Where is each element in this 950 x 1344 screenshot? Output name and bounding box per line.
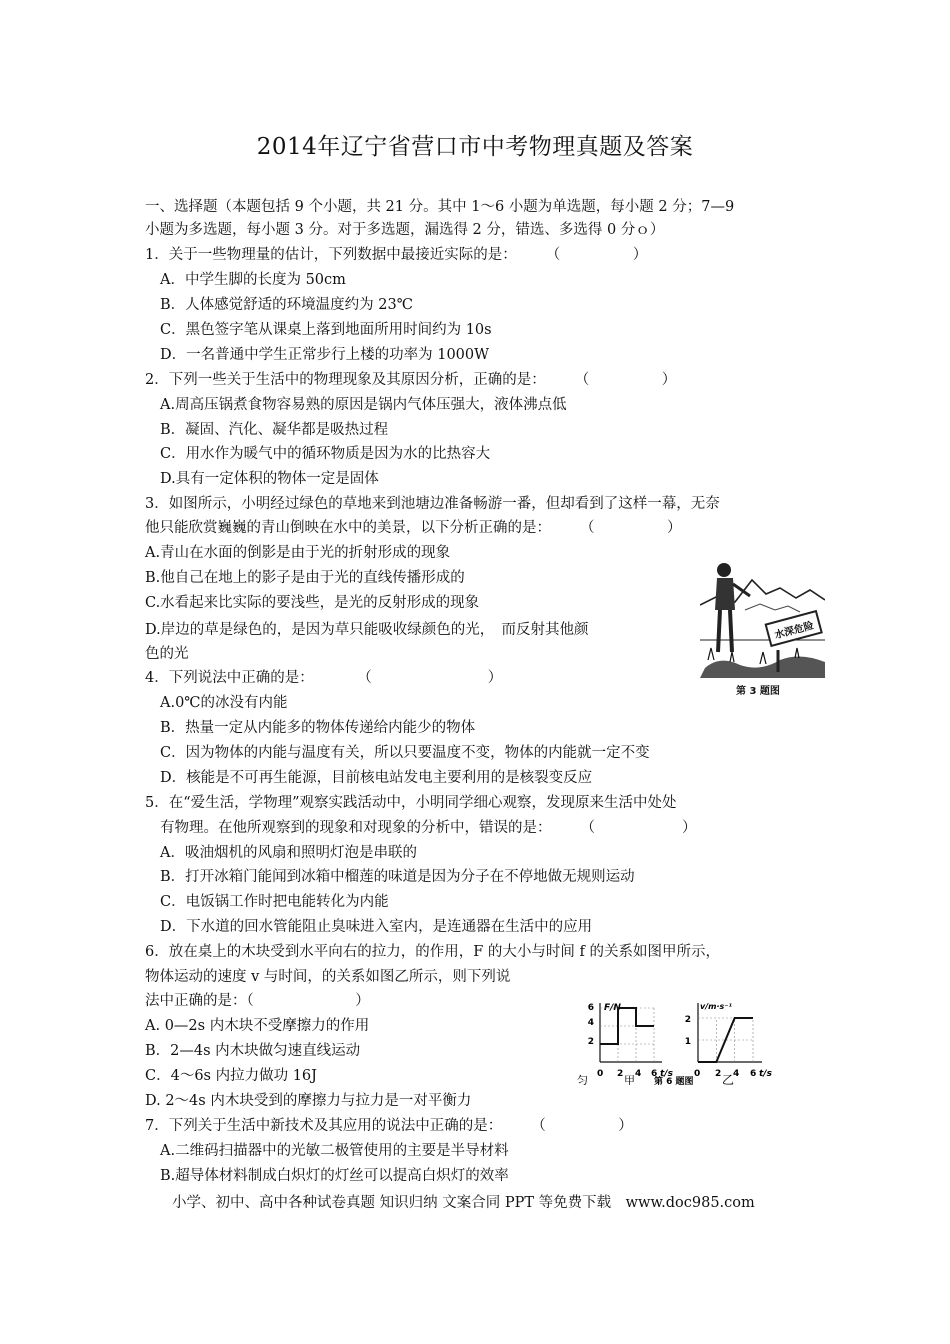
chart-jia-xtick-6: 6 <box>651 1069 658 1079</box>
q3-option-c: C.水看起来比实际的要浅些，是光的反射形成的现象 <box>145 595 480 611</box>
q2-option-c: C．用水作为暖气中的循环物质是因为水的比热容大 <box>160 446 491 462</box>
q2-stem: 2．下列一些关于生活中的物理现象及其原因分析，正确的是： （ ） <box>145 372 677 388</box>
q2-option-b: B．凝固、汽化、凝华都是吸热过程 <box>160 422 389 438</box>
page-footer: 小学、初中、高中各种试卷真题 知识归纳 文案合同 PPT 等免费下载 www.doc985.com <box>172 1195 755 1211</box>
chart-yi-ytick-2: 2 <box>684 1015 691 1025</box>
mountain-reflection <box>745 604 800 612</box>
q6-stem-cont2: 法中正确的是：（ ） <box>145 993 370 1009</box>
q3-stem: 3．如图所示，小明经过绿色的草地来到池塘边准备畅游一番，但却看到了这样一幕，无奈 <box>145 496 720 512</box>
chart-jia-marks <box>600 1008 654 1062</box>
q1-option-d: D．一名普通中学生正常步行上楼的功率为 1000W <box>160 347 490 363</box>
chart-jia-xtick-4: 4 <box>635 1069 642 1079</box>
q4-option-a: A.0℃的冰没有内能 <box>160 695 288 711</box>
q2-option-a: A.周高压锅煮食物容易熟的原因是锅内气体压强大，液体沸点低 <box>160 397 567 413</box>
chart-yi-x-label: t/s <box>759 1069 772 1079</box>
q4-option-b: B．热量一定从内能多的物体传递给内能少的物体 <box>160 720 476 736</box>
boy-body <box>715 578 735 610</box>
chart-jia-ytick-4: 4 <box>587 1018 594 1028</box>
chart-yi-ytick-1: 1 <box>684 1037 691 1047</box>
q6-option-c: C．4～6s 内拉力做功 16J <box>145 1068 317 1084</box>
q3-option-a: A.青山在水面的倒影是由于光的折射形成的现象 <box>145 545 451 561</box>
chart-jia-ytick-2: 2 <box>587 1037 594 1047</box>
boy-legs <box>718 610 732 652</box>
q6-option-a: A. 0—2s 内木块不受摩擦力的作用 <box>145 1018 370 1034</box>
q1-option-a: A．中学生脚的长度为 50cm <box>160 272 346 288</box>
page-title: 2014年辽宁省营口市中考物理真题及答案 <box>256 134 694 160</box>
q5-stem-cont: 有物理。在他所观察到的现象和对现象的分析中，错误的是： （ ） <box>160 820 697 836</box>
q7-option-b: B.超导体材料制成白炽灯的灯丝可以提高白炽灯的效率 <box>160 1168 509 1184</box>
q5-option-a: A．吸油烟机的风扇和照明灯泡是串联的 <box>160 845 417 861</box>
q6-fig-caption: 第 6 题图 <box>654 1077 694 1085</box>
q3-option-d-cont: 色的光 <box>145 646 189 662</box>
q6-stem-cont: 物体运动的速度 v 与时间，的关系如图乙所示，则下列说 <box>145 969 511 985</box>
boy-head <box>717 563 731 577</box>
q6-fig-left-label: 匀 <box>577 1074 588 1085</box>
chart-yi-marks <box>698 1018 753 1062</box>
section-heading-cont: 小题为多选题，每小题 3 分。对于多选题，漏选得 2 分，错选、多选得 0 分ｏ） <box>145 222 665 238</box>
q7-option-a: A.二维码扫描器中的光敏二极管使用的主要是半导材料 <box>160 1143 509 1159</box>
q6-option-b: B．2—4s 内木块做匀速直线运动 <box>145 1043 361 1059</box>
q3-stem-cont: 他只能欣赏巍巍的青山倒映在水中的美景，以下分析正确的是： （ ） <box>145 520 682 536</box>
chart-jia-y-label: F/N <box>604 1003 621 1013</box>
q4-option-d: D．核能是不可再生能源，目前核电站发电主要利用的是核裂变反应 <box>160 770 593 786</box>
q5-option-d: D．下水道的回水管能阻止臭味进入室内，是连通器在生活中的应用 <box>160 919 593 935</box>
chart-jia-xtick-0: 0 <box>597 1069 604 1079</box>
q6-stem: 6．放在桌上的木块受到水平向右的拉力，的作用，F 的大小与时间 f 的关系如图甲所示， <box>145 944 720 960</box>
q1-option-c: C．黑色签字笔从课桌上落到地面所用时间约为 10s <box>160 322 492 338</box>
q3-option-b: B.他自己在地上的影子是由于光的直线传播形成的 <box>145 570 465 586</box>
q2-option-d: D.具有一定体积的物体一定是固体 <box>160 471 379 487</box>
q6-charts <box>572 1000 777 1085</box>
sign-text: 水深危险 <box>773 620 816 642</box>
q5-stem: 5．在“爱生活，学物理”观察实践活动中，小明同学细心观察，发现原来生活中处处 <box>145 795 677 811</box>
q4-option-c: C．因为物体的内能与温度有关，所以只要温度不变，物体的内能就一定不变 <box>160 745 650 761</box>
q3-option-d: D.岸边的草是绿色的，是因为草只能吸收绿颜色的光， 而反射其他颜 <box>145 622 589 638</box>
q6-fig-jia: 甲 <box>624 1074 635 1085</box>
q6-fig-yi: 乙 <box>722 1073 735 1085</box>
sign-board <box>766 611 822 646</box>
q6-option-d: D. 2～4s 内木块受到的摩擦力与拉力是一对平衡力 <box>145 1093 472 1109</box>
q5-option-b: B．打开冰箱门能闻到冰箱中榴莲的味道是因为分子在不停地做无规则运动 <box>160 869 635 885</box>
q3-illustration <box>700 560 825 700</box>
q3-figure-caption: 第 3 题图 <box>736 686 780 697</box>
q6-figure <box>572 1000 777 1085</box>
q1-stem: 1．关于一些物理量的估计，下列数据中最接近实际的是： （ ） <box>145 247 648 263</box>
ground <box>700 656 825 678</box>
chart-jia-ytick-6: 6 <box>587 1003 594 1013</box>
chart-jia-x-label: t/s <box>660 1069 673 1079</box>
chart-yi-xtick-0: 0 <box>694 1069 701 1079</box>
q5-option-c: C．电饭锅工作时把电能转化为内能 <box>160 894 389 910</box>
chart-yi-xtick-2: 2 <box>715 1069 722 1079</box>
chart-yi-y-label: v/m·s⁻¹ <box>700 1002 732 1011</box>
chart-yi-xtick-4: 4 <box>733 1069 740 1079</box>
section-heading: 一、选择题（本题包括 9 个小题，共 21 分。其中 1～6 小题为单选题，每小题 2 分；7—9 <box>145 199 735 215</box>
q4-stem: 4．下列说法中正确的是： （ ） <box>145 670 503 686</box>
chart-yi-xtick-6: 6 <box>750 1069 757 1079</box>
q1-option-b: B．人体感觉舒适的环境温度约为 23℃ <box>160 297 413 313</box>
chart-jia-xtick-2: 2 <box>617 1069 624 1079</box>
q7-stem: 7．下列关于生活中新技术及其应用的说法中正确的是： （ ） <box>145 1118 633 1134</box>
q3-figure <box>700 560 825 700</box>
